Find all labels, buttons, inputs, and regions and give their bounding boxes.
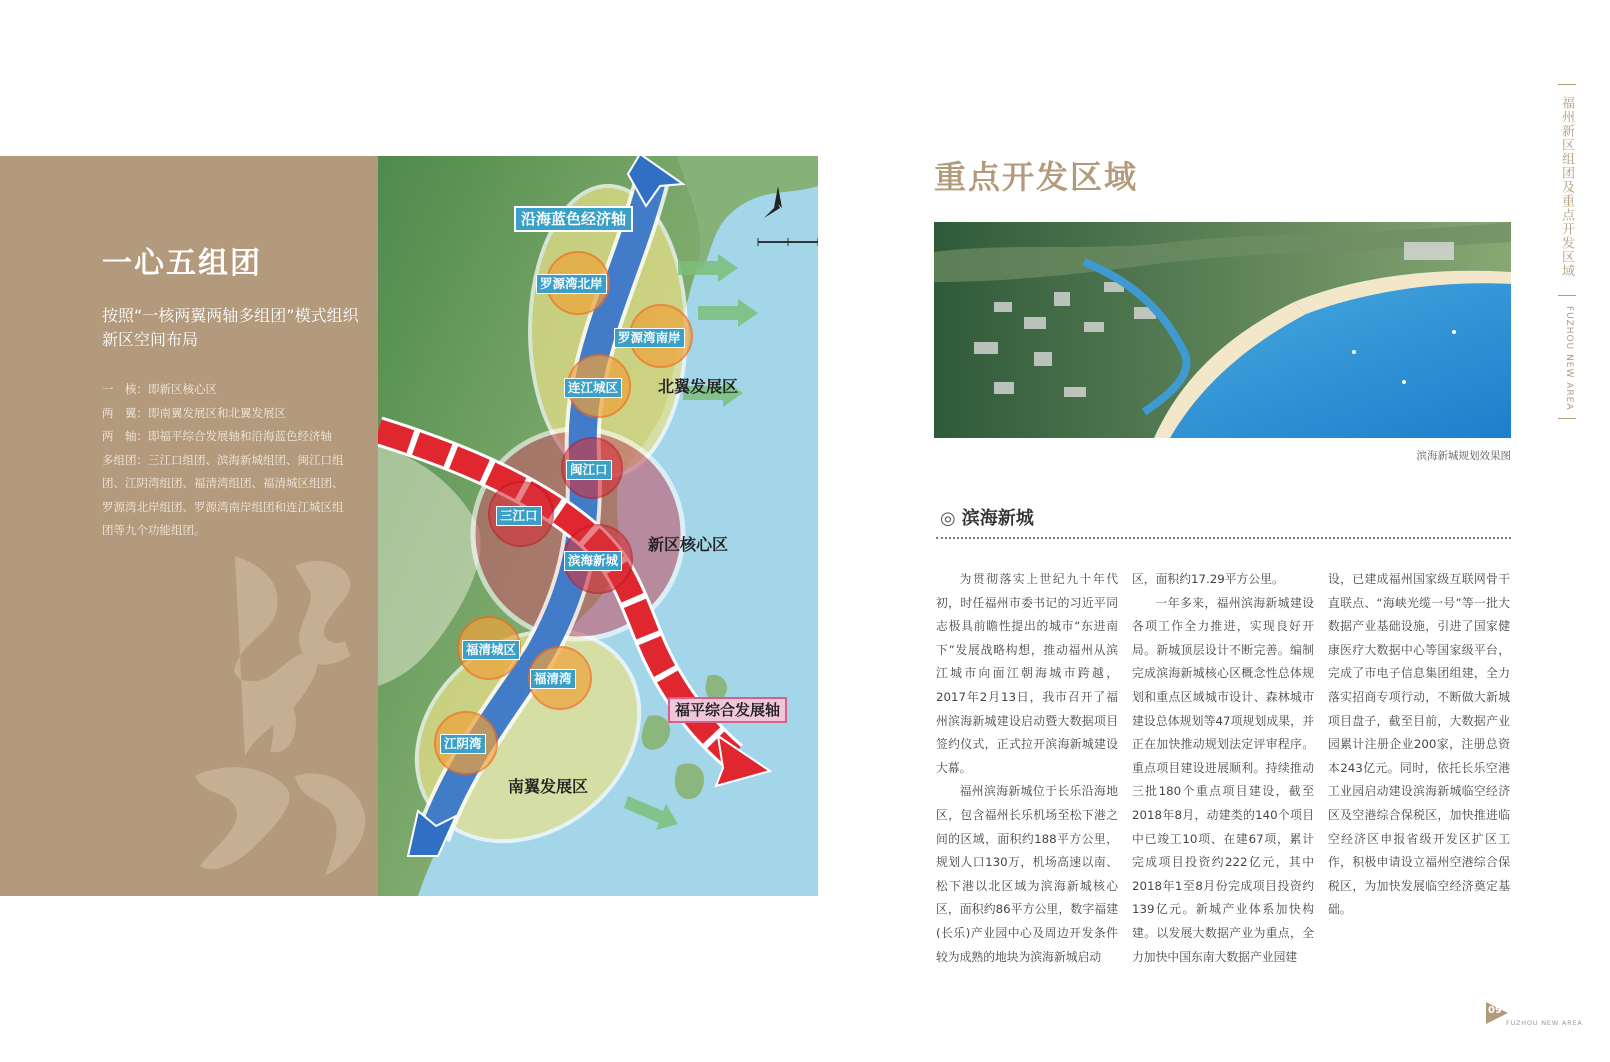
paragraph: 福州滨海新城位于长乐沿海地区，包含福州长乐机场至松下港之间的区域，面积约188平方公里，规划人口130万，机场高速以南、松下港以北区域为滨海新城核心区，面积约86平方公里，数字福建(长乐)产业园中心及周边开发条件较为成熟的地块为滨海新城启动 [936, 784, 1118, 964]
side-chapter-title: 福州新区组团及重点开发区域 [1559, 96, 1574, 278]
cluster-label: 滨海新城 [564, 551, 622, 571]
panel-title: 一心五组团 [102, 246, 262, 281]
cluster-label: 罗源湾北岸 [536, 274, 607, 294]
target-circle-icon: ◎ [940, 508, 956, 529]
paragraph: 一年多来，福州滨海新城建设各项工作全力推进，实现良好开局。新城顶层设计不断完善。编制完成滨海新城核心区概念性总体规划和重点区域城市设计、森林城市建设总体规划等47项规划成果，并正在加快推动规划法定评审程序。重点项目建设进展顺利。持续推动三批180个重点项目建设，截至2018年8月，动建类的140个项目中已竣工10项、在建67项，累计完成项目投资约222亿元，其中2018年1至8月份完成项目投资约139亿元。新城产业体系加快构建。以发展大数据产业为重点，全力加快中国东南大数据产业园建 [1132, 595, 1314, 964]
panel-subtitle: 按照“一核两翼两轴多组团”模式组织新区空间布局 [102, 306, 359, 349]
intro-panel [0, 156, 378, 896]
cluster-label: 闽江口 [566, 460, 612, 480]
cluster-label: 罗源湾南岸 [614, 328, 685, 348]
page-number-text: 09 [1488, 1005, 1502, 1016]
core-zone-label: 新区核心区 [648, 535, 729, 554]
calligraphy-watermark-icon [175, 546, 375, 886]
list-item: 两 轴：即福平综合发展轴和沿海蓝色经济轴 [102, 429, 332, 443]
section-heading [940, 504, 1034, 530]
list-item: 两 翼：即南翼发展区和北翼发展区 [102, 405, 286, 420]
cluster-label: 福清城区 [462, 640, 520, 660]
structure-list [102, 378, 350, 543]
blue-axis-label: 沿海蓝色经济轴 [514, 206, 633, 232]
side-rule [1558, 295, 1576, 296]
red-axis-label: 福平综合发展轴 [668, 697, 787, 723]
page-title: 重点开发区域 [934, 158, 1139, 196]
cluster-label: 江阴湾 [440, 734, 486, 754]
north-wing-label: 北翼发展区 [658, 377, 739, 396]
text-column-1 [936, 568, 1118, 969]
binhai-rendering-photo [934, 222, 1511, 438]
photo-caption: 滨海新城规划效果图 [1416, 450, 1511, 462]
south-wing-label: 南翼发展区 [508, 777, 589, 796]
cluster-label: 福清湾 [530, 669, 576, 689]
text-column-3 [1328, 568, 1510, 922]
paragraph: 设，已建成福州国家级互联网骨干直联点、“海峡光缆一号”等一批大数据产业基础设施，引进了国家健康医疗大数据中心等国家级平台，完成了市电子信息集团组建，全力落实招商专项行动，不断做大新城项目盘子，截至目前，大数据产业园累计注册企业200家，注册总资本243亿元。同时，依托长乐空港工业园启动建设滨海新城临空经济区及空港综合保税区，加快推进临空经济区申报省级开发区扩区工作，积极申请设立福州空港综合保税区，为加快发展临空经济奠定基础。 [1328, 572, 1510, 917]
map-graphic [378, 156, 818, 896]
paragraph: 区，面积约17.29平方公里。 [1132, 572, 1284, 586]
section-title-text: 滨海新城 [961, 508, 1034, 529]
cluster-label: 连江城区 [564, 378, 622, 398]
cluster-label: 三江口 [496, 506, 542, 526]
paragraph: 为贯彻落实上世纪九十年代初，时任福州市委书记的习近平同志极具前瞻性提出的城市“东进南下”发展战略构想，推动福州从滨江城市向面江朝海城市跨越，2017年2月13日，我市召开了福州滨海新城建设启动暨大数据项目签约仪式，正式拉开滨海新城建设大幕。 [936, 572, 1118, 775]
list-item: 多组团：三江口组团、滨海新城组团、闽江口组团、江阴湾组团、福清湾组团、福清城区组团、罗源湾北岸组团、罗源湾南岸组团和连江城区组团等九个功能组团。 [102, 452, 344, 537]
page-number [1486, 1002, 1508, 1024]
footer-label: FUZHOU NEW AREA [1506, 1019, 1583, 1027]
side-rule [1558, 84, 1576, 85]
text-column-2 [1132, 568, 1314, 969]
spatial-layout-map [378, 156, 818, 896]
dotted-divider [936, 537, 1511, 539]
side-rule [1558, 418, 1576, 419]
side-chapter-en: FUZHOU NEW AREA [1564, 306, 1574, 411]
list-item: 一 核：即新区核心区 [102, 382, 217, 396]
